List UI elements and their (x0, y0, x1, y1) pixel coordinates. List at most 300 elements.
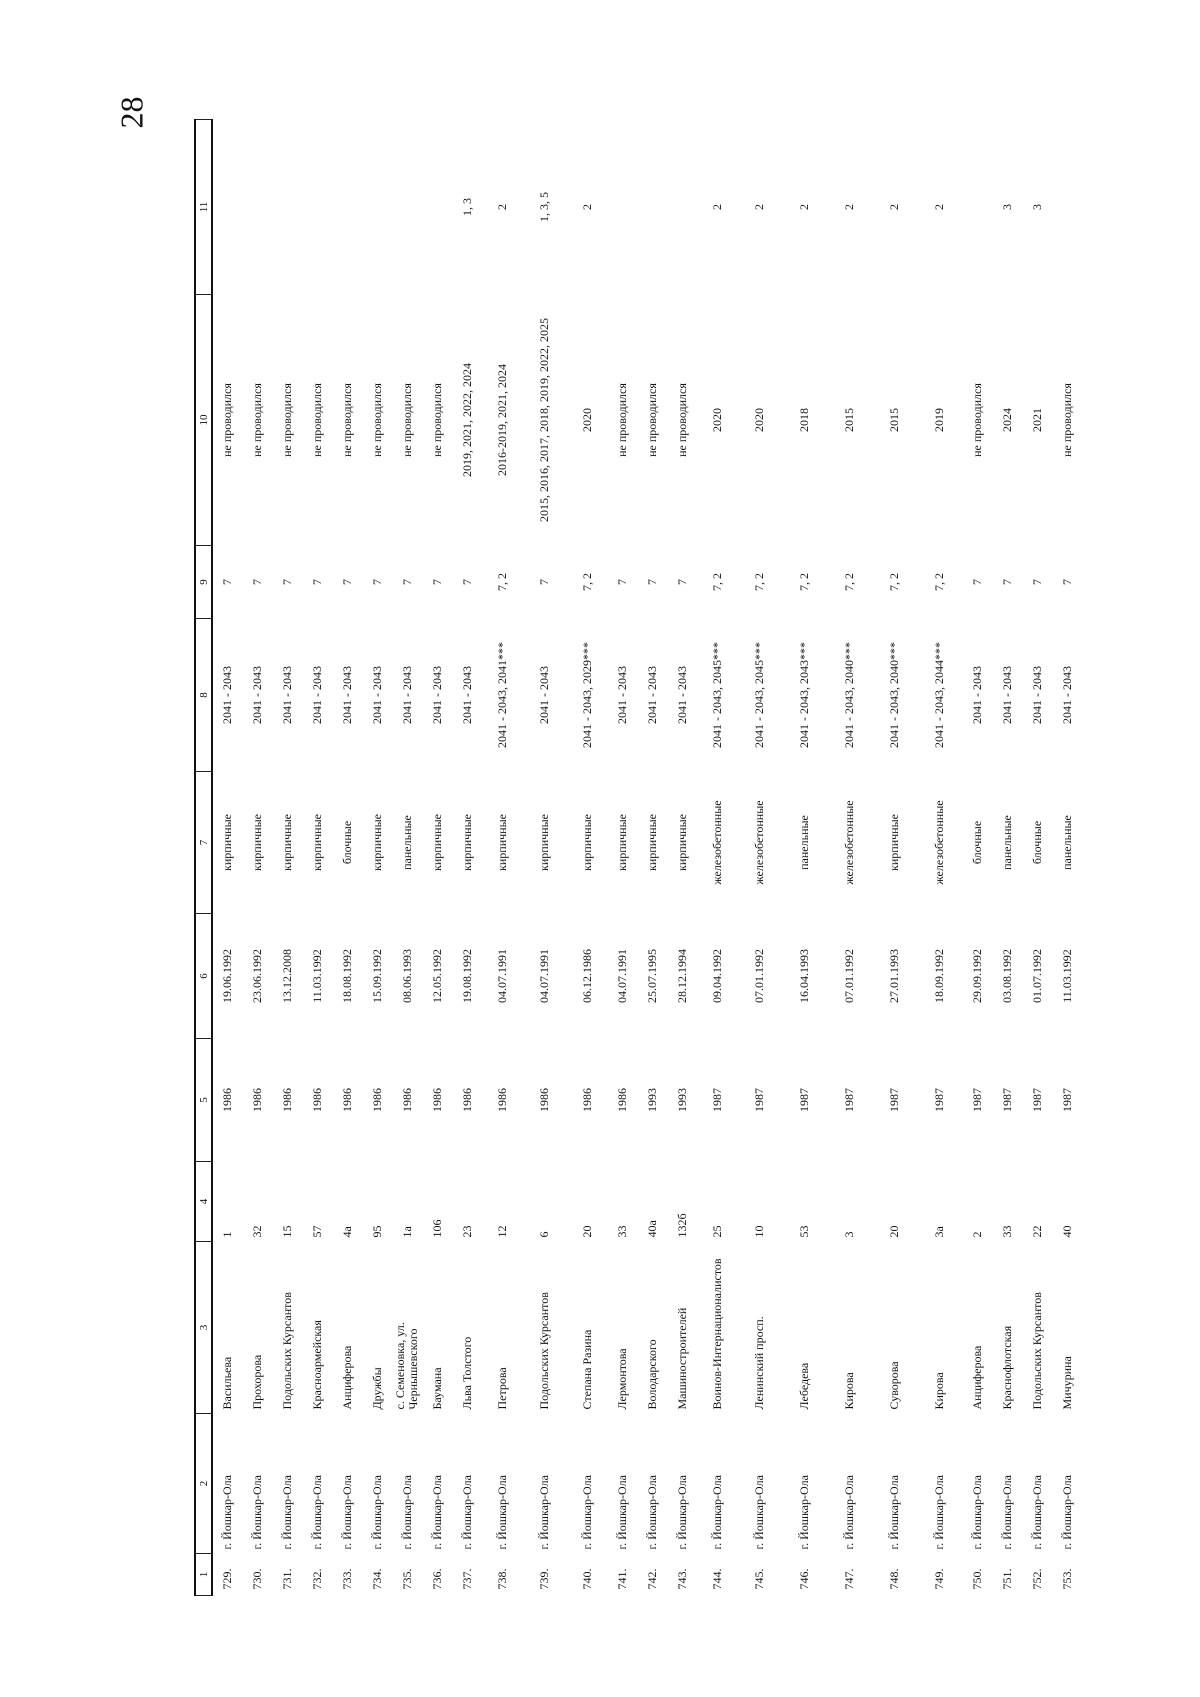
col-header-9: 9 (195, 546, 212, 619)
table-body (212, 120, 1082, 1596)
row-number: 748. (887, 1568, 901, 1590)
table-row (272, 120, 302, 1596)
city-cell: г. Йошкар-Ола (429, 1475, 444, 1550)
code-cell: 7, 2 (579, 573, 594, 591)
row-number: 746. (797, 1568, 811, 1590)
date-cell: 27.01.1993 (887, 949, 901, 1003)
house-cell: 3а (932, 1226, 946, 1238)
row-number: 735. (399, 1568, 414, 1590)
city-cell: г. Йошкар-Ола (709, 1475, 724, 1550)
row-number: 730. (249, 1568, 264, 1590)
row-number: 747. (842, 1568, 856, 1590)
period-cell: 2041 - 2043 (279, 666, 294, 724)
period-cell: 2041 - 2043, 2040*** (842, 642, 856, 748)
year-cell: 1986 (459, 1088, 474, 1112)
date-cell: 13.12.2008 (279, 949, 294, 1003)
street-cell: Степана Разина (579, 1329, 594, 1410)
works-cell: 1, 3, 5 (537, 192, 551, 222)
year-cell: 1986 (369, 1088, 384, 1112)
repair-cell: не проводился (969, 383, 984, 457)
table-row (302, 120, 332, 1596)
street-cell: Краснофлотская (999, 1325, 1014, 1410)
material-cell: железобетонные (752, 800, 766, 885)
code-cell: 7, 2 (494, 573, 509, 591)
period-cell: 2041 - 2043, 2041*** (494, 642, 509, 748)
works-cell: 2 (709, 204, 724, 210)
works-cell (962, 120, 992, 295)
table-row (992, 120, 1022, 1596)
table-row (332, 120, 362, 1596)
city-cell: г. Йошкар-Ола (399, 1475, 414, 1550)
city-cell: г. Йошкар-Ола (887, 1475, 901, 1550)
material-cell: кирпичные (644, 814, 659, 871)
table-row (567, 120, 607, 1596)
period-cell: 2041 - 2043 (459, 666, 474, 724)
period-cell: 2041 - 2043 (537, 666, 551, 724)
street-cell: Мичурина (1059, 1356, 1074, 1410)
city-cell: г. Йошкар-Ола (537, 1475, 551, 1550)
code-cell: 7 (999, 579, 1014, 585)
repair-cell: не проводился (429, 383, 444, 457)
material-cell: кирпичные (309, 814, 324, 871)
row-number: 744. (709, 1568, 724, 1590)
works-cell: 2 (932, 204, 946, 210)
repair-cell: не проводился (369, 383, 384, 457)
rotated-table-container (194, 120, 1074, 1596)
table-row (962, 120, 992, 1596)
year-cell: 1993 (674, 1088, 689, 1112)
repair-cell: 2015 (842, 408, 856, 432)
material-cell: кирпичные (279, 814, 294, 871)
table-row (482, 120, 522, 1596)
repair-cell: не проводился (249, 383, 264, 457)
material-cell: кирпичные (887, 814, 901, 871)
city-cell: г. Йошкар-Ола (644, 1475, 659, 1550)
period-cell: 2041 - 2043, 2043*** (797, 642, 811, 748)
table-row (1052, 120, 1082, 1596)
date-cell: 19.06.1992 (220, 949, 234, 1003)
house-cell: 1а (399, 1226, 414, 1238)
code-cell: 7 (1059, 579, 1074, 585)
period-cell: 2041 - 2043 (220, 666, 234, 724)
city-cell: г. Йошкар-Ола (579, 1475, 594, 1550)
repair-cell: 2024 (999, 408, 1014, 432)
material-cell: железобетонные (709, 800, 724, 885)
house-cell: 2 (969, 1231, 984, 1238)
street-cell: Дружбы (369, 1367, 384, 1410)
repair-cell: 2020 (709, 408, 724, 432)
code-cell: 7, 2 (709, 573, 724, 591)
table-row (607, 120, 637, 1596)
date-cell: 16.04.1993 (797, 949, 811, 1003)
year-cell: 1986 (494, 1088, 509, 1112)
street-cell: Прохорова (249, 1354, 264, 1410)
date-cell: 07.01.1992 (842, 949, 856, 1003)
year-cell: 1986 (339, 1088, 354, 1112)
material-cell: железобетонные (932, 800, 946, 885)
code-cell: 7 (339, 579, 354, 585)
year-cell: 1987 (932, 1088, 946, 1112)
row-number: 732. (309, 1568, 324, 1590)
city-cell: г. Йошкар-Ола (494, 1475, 509, 1550)
code-cell: 7, 2 (797, 573, 811, 591)
city-cell: г. Йошкар-Ола (932, 1475, 946, 1550)
street-cell: Подольских Курсантов (1029, 1292, 1044, 1410)
year-cell: 1986 (220, 1088, 234, 1112)
material-cell: кирпичные (369, 814, 384, 871)
repair-cell: не проводился (614, 383, 629, 457)
row-number: 750. (969, 1568, 984, 1590)
code-cell: 7 (220, 579, 234, 585)
city-cell: г. Йошкар-Ола (674, 1475, 689, 1550)
house-cell: 20 (887, 1225, 901, 1238)
period-cell: 2041 - 2043, 2045*** (709, 642, 724, 748)
material-cell: панельные (797, 815, 811, 870)
row-number: 752. (1029, 1568, 1044, 1590)
repair-cell: не проводился (399, 383, 414, 457)
street-cell: Машиностроителей (674, 1307, 689, 1410)
page-number: 28 (113, 96, 150, 129)
row-number: 745. (752, 1568, 766, 1590)
table-row (212, 120, 242, 1596)
housing-table (194, 119, 1082, 1596)
row-number: 751. (999, 1568, 1014, 1590)
street-cell: Воинов-Интернационалистов (709, 1258, 724, 1410)
repair-cell: не проводился (644, 383, 659, 457)
col-header-7: 7 (195, 772, 212, 914)
street-cell: Володарского (644, 1339, 659, 1410)
house-cell: 20 (579, 1225, 594, 1238)
works-cell: 2 (494, 204, 509, 210)
period-cell: 2041 - 2043, 2045*** (752, 642, 766, 748)
table-row (737, 120, 782, 1596)
material-cell: железобетонные (842, 800, 856, 885)
table-row (422, 120, 452, 1596)
date-cell: 11.03.1992 (1059, 949, 1074, 1003)
date-cell: 23.06.1992 (249, 949, 264, 1003)
table-row (667, 120, 697, 1596)
street-cell: Лермонтова (614, 1348, 629, 1410)
city-cell: г. Йошкар-Ола (797, 1475, 811, 1550)
row-number: 737. (459, 1568, 474, 1590)
works-cell: 2 (752, 204, 766, 210)
col-header-6: 6 (195, 914, 212, 1039)
repair-cell: 2021 (1029, 408, 1044, 432)
code-cell: 7 (674, 579, 689, 585)
period-cell: 2041 - 2043 (399, 666, 414, 724)
works-cell (422, 120, 452, 295)
street-cell: Петрова (494, 1367, 509, 1410)
period-cell: 2041 - 2043 (369, 666, 384, 724)
street-cell: Подольских Курсантов (537, 1292, 551, 1410)
street-cell: Кирова (932, 1372, 946, 1410)
table-row (522, 120, 567, 1596)
material-cell: кирпичные (429, 814, 444, 871)
row-number: 729. (220, 1568, 234, 1590)
material-cell: панельные (1059, 815, 1074, 870)
house-cell: 95 (369, 1225, 384, 1238)
material-cell: кирпичные (537, 814, 551, 871)
house-cell: 132б (674, 1213, 689, 1238)
house-cell: 10 (752, 1225, 766, 1238)
date-cell: 04.07.1991 (537, 949, 551, 1003)
period-cell: 2041 - 2043, 2029*** (579, 642, 594, 748)
works-cell (1052, 120, 1082, 295)
city-cell: г. Йошкар-Ола (999, 1475, 1014, 1550)
works-cell (637, 120, 667, 295)
city-cell: г. Йошкар-Ола (249, 1475, 264, 1550)
street-cell: с. Семеновка, ул. Чернышевского (393, 1322, 420, 1410)
works-cell (607, 120, 637, 295)
house-cell: 25 (709, 1225, 724, 1238)
material-cell: кирпичные (494, 814, 509, 871)
city-cell: г. Йошкар-Ола (1029, 1475, 1044, 1550)
year-cell: 1986 (309, 1088, 324, 1112)
table-row (362, 120, 392, 1596)
works-cell: 3 (999, 204, 1014, 210)
row-number: 749. (932, 1568, 946, 1590)
material-cell: кирпичные (674, 814, 689, 871)
period-cell: 2041 - 2043 (249, 666, 264, 724)
material-cell: блочные (1029, 820, 1044, 865)
material-cell: кирпичные (579, 814, 594, 871)
works-cell (272, 120, 302, 295)
street-cell: Анциферова (969, 1345, 984, 1410)
works-cell: 3 (1029, 204, 1044, 210)
year-cell: 1987 (999, 1088, 1014, 1112)
house-cell: 12 (494, 1225, 509, 1238)
row-number: 739. (537, 1568, 551, 1590)
street-cell: Ленинский просп. (752, 1316, 766, 1410)
works-cell: 1, 3 (459, 198, 474, 216)
city-cell: г. Йошкар-Ола (279, 1475, 294, 1550)
works-cell (362, 120, 392, 295)
row-number: 736. (429, 1568, 444, 1590)
year-cell: 1986 (614, 1088, 629, 1112)
street-cell: Баумана (429, 1367, 444, 1410)
code-cell: 7 (429, 579, 444, 585)
city-cell: г. Йошкар-Ола (1059, 1475, 1074, 1550)
code-cell: 7 (537, 579, 551, 585)
row-number: 734. (369, 1568, 384, 1590)
code-cell: 7, 2 (842, 573, 856, 591)
year-cell: 1987 (752, 1088, 766, 1112)
material-cell: панельные (399, 815, 414, 870)
year-cell: 1987 (887, 1088, 901, 1112)
column-number-row (195, 120, 212, 1596)
row-number: 740. (579, 1568, 594, 1590)
house-cell: 33 (999, 1225, 1014, 1238)
year-cell: 1987 (1059, 1088, 1074, 1112)
date-cell: 03.08.1992 (999, 949, 1014, 1003)
code-cell: 7 (969, 579, 984, 585)
year-cell: 1987 (1029, 1088, 1044, 1112)
repair-cell: 2020 (752, 408, 766, 432)
repair-cell: 2018 (797, 408, 811, 432)
street-cell: Кирова (842, 1372, 856, 1410)
code-cell: 7 (614, 579, 629, 585)
city-cell: г. Йошкар-Ола (969, 1475, 984, 1550)
table-row (872, 120, 917, 1596)
table-row (637, 120, 667, 1596)
date-cell: 08.06.1993 (399, 949, 414, 1003)
period-cell: 2041 - 2043 (309, 666, 324, 724)
material-cell: кирпичные (249, 814, 264, 871)
repair-cell: 2019 (932, 408, 946, 432)
date-cell: 15.09.1992 (369, 949, 384, 1003)
city-cell: г. Йошкар-Ола (309, 1475, 324, 1550)
house-cell: 53 (797, 1225, 811, 1238)
works-cell (302, 120, 332, 295)
table-row (697, 120, 737, 1596)
date-cell: 19.08.1992 (459, 949, 474, 1003)
year-cell: 1987 (797, 1088, 811, 1112)
col-header-1: 1 (195, 1554, 212, 1596)
material-cell: кирпичные (614, 814, 629, 871)
material-cell: блочные (339, 820, 354, 865)
house-cell: 33 (614, 1225, 629, 1238)
row-number: 743. (674, 1568, 689, 1590)
table-row (1022, 120, 1052, 1596)
date-cell: 12.05.1992 (429, 949, 444, 1003)
house-cell: 6 (537, 1231, 551, 1238)
date-cell: 18.09.1992 (932, 949, 946, 1003)
works-cell (212, 120, 242, 295)
row-number: 731. (279, 1568, 294, 1590)
code-cell: 7, 2 (932, 573, 946, 591)
works-cell (332, 120, 362, 295)
code-cell: 7 (644, 579, 659, 585)
date-cell: 25.07.1995 (644, 949, 659, 1003)
period-cell: 2041 - 2043 (1029, 666, 1044, 724)
house-cell: 57 (309, 1225, 324, 1238)
table-row (782, 120, 827, 1596)
repair-cell: 2016-2019, 2021, 2024 (494, 364, 509, 476)
period-cell: 2041 - 2043, 2044*** (932, 642, 946, 748)
code-cell: 7 (1029, 579, 1044, 585)
house-cell: 40а (644, 1220, 659, 1238)
row-number: 733. (339, 1568, 354, 1590)
table-row (917, 120, 962, 1596)
col-header-11: 11 (195, 120, 212, 295)
year-cell: 1986 (429, 1088, 444, 1112)
row-number: 742. (644, 1568, 659, 1590)
col-header-3: 3 (195, 1242, 212, 1414)
year-cell: 1986 (537, 1088, 551, 1112)
house-cell: 23 (459, 1225, 474, 1238)
house-cell: 1 (220, 1231, 234, 1238)
date-cell: 06.12.1986 (579, 949, 594, 1003)
city-cell: г. Йошкар-Ола (220, 1475, 234, 1550)
city-cell: г. Йошкар-Ола (459, 1475, 474, 1550)
city-cell: г. Йошкар-Ола (369, 1475, 384, 1550)
house-cell: 40 (1059, 1225, 1074, 1238)
street-cell: Красноармейская (309, 1320, 324, 1410)
row-number: 741. (614, 1568, 629, 1590)
date-cell: 04.07.1991 (494, 949, 509, 1003)
material-cell: кирпичные (459, 814, 474, 871)
period-cell: 2041 - 2043 (674, 666, 689, 724)
repair-cell: не проводился (279, 383, 294, 457)
row-number: 738. (494, 1568, 509, 1590)
table-row (452, 120, 482, 1596)
col-header-2: 2 (195, 1414, 212, 1554)
works-cell (242, 120, 272, 295)
date-cell: 07.01.1992 (752, 949, 766, 1003)
house-cell: 32 (249, 1225, 264, 1238)
repair-cell: 2020 (579, 408, 594, 432)
period-cell: 2041 - 2043 (614, 666, 629, 724)
col-header-8: 8 (195, 619, 212, 772)
street-cell: Лебедева (797, 1362, 811, 1410)
code-cell: 7 (369, 579, 384, 585)
works-cell (392, 120, 422, 295)
city-cell: г. Йошкар-Ола (614, 1475, 629, 1550)
code-cell: 7 (459, 579, 474, 585)
period-cell: 2041 - 2043 (429, 666, 444, 724)
year-cell: 1987 (969, 1088, 984, 1112)
date-cell: 04.07.1991 (614, 949, 629, 1003)
material-cell: блочные (969, 820, 984, 865)
table-row (827, 120, 872, 1596)
works-cell: 2 (842, 204, 856, 210)
period-cell: 2041 - 2043 (644, 666, 659, 724)
repair-cell: 2019, 2021, 2022, 2024 (459, 363, 474, 477)
repair-cell: не проводился (674, 383, 689, 457)
repair-cell: 2015, 2016, 2017, 2018, 2019, 2022, 2025 (537, 318, 551, 522)
col-header-4: 4 (195, 1162, 212, 1242)
city-cell: г. Йошкар-Ола (842, 1475, 856, 1550)
date-cell: 01.07.1992 (1029, 949, 1044, 1003)
house-cell: 4а (339, 1226, 354, 1238)
date-cell: 28.12.1994 (674, 949, 689, 1003)
material-cell: панельные (999, 815, 1014, 870)
material-cell: кирпичные (220, 814, 234, 871)
works-cell: 2 (887, 204, 901, 210)
works-cell (667, 120, 697, 295)
year-cell: 1986 (399, 1088, 414, 1112)
year-cell: 1986 (579, 1088, 594, 1112)
street-cell: Подольских Курсантов (279, 1292, 294, 1410)
city-cell: г. Йошкар-Ола (752, 1475, 766, 1550)
code-cell: 7 (279, 579, 294, 585)
year-cell: 1993 (644, 1088, 659, 1112)
code-cell: 7, 2 (752, 573, 766, 591)
period-cell: 2041 - 2043, 2040*** (887, 642, 901, 748)
repair-cell: 2015 (887, 408, 901, 432)
col-header-10: 10 (195, 295, 212, 546)
year-cell: 1986 (249, 1088, 264, 1112)
house-cell: 22 (1029, 1225, 1044, 1238)
code-cell: 7, 2 (887, 573, 901, 591)
code-cell: 7 (249, 579, 264, 585)
street-cell: Суворова (887, 1361, 901, 1410)
house-cell: 3 (842, 1231, 856, 1238)
date-cell: 11.03.1992 (309, 949, 324, 1003)
works-cell: 2 (797, 204, 811, 210)
house-cell: 15 (279, 1225, 294, 1238)
city-cell: г. Йошкар-Ола (339, 1475, 354, 1550)
year-cell: 1986 (279, 1088, 294, 1112)
street-cell: Анциферова (339, 1345, 354, 1410)
street-cell: Васильева (220, 1356, 234, 1410)
repair-cell: не проводился (339, 383, 354, 457)
date-cell: 09.04.1992 (709, 949, 724, 1003)
table-row (242, 120, 272, 1596)
row-number: 753. (1059, 1568, 1074, 1590)
date-cell: 18.08.1992 (339, 949, 354, 1003)
repair-cell: не проводился (220, 383, 234, 457)
